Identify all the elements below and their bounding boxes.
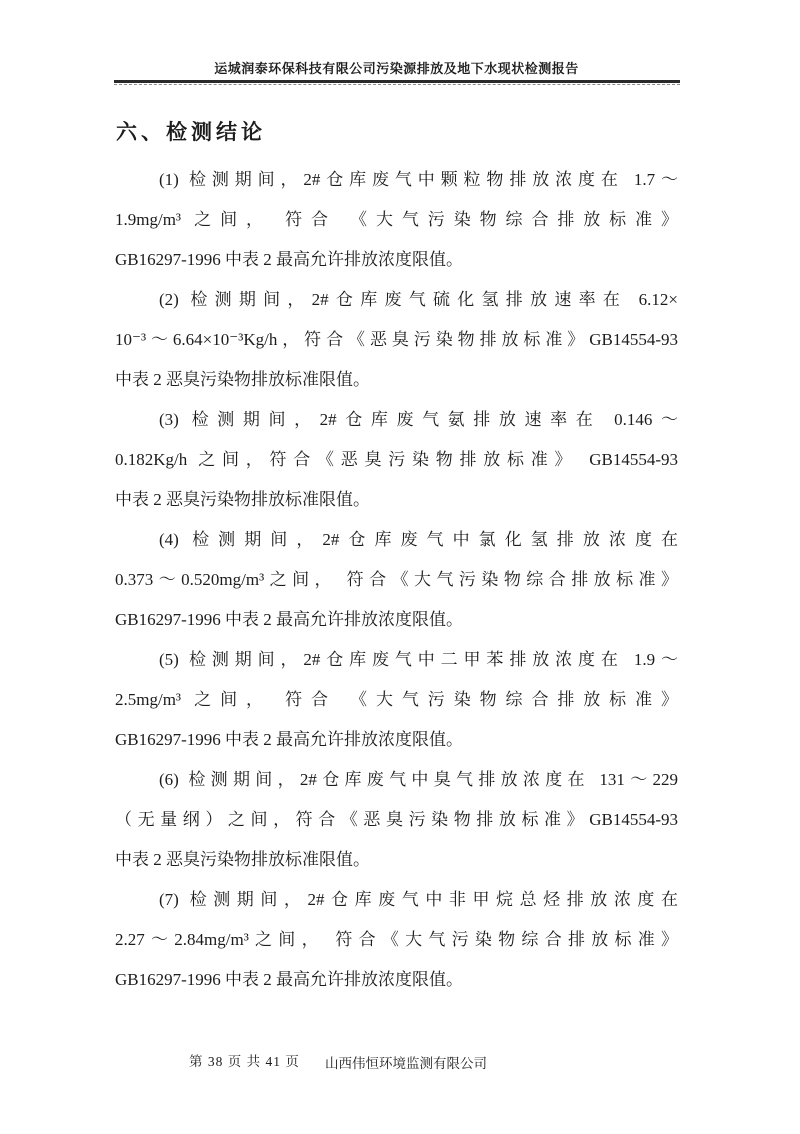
section-title: 六、检测结论 <box>116 120 266 144</box>
conclusion-paragraph <box>115 280 678 400</box>
page-number: 第 38 页 共 41 页 <box>189 1054 300 1069</box>
paragraph-line: 中表 2 恶臭污染物排放标准限值。 <box>115 850 370 869</box>
conclusion-paragraph <box>115 400 678 520</box>
paragraph-line: (1) 检测期间，2#仓库废气中颗粒物排放浓度在 1.7～ <box>159 170 678 189</box>
footer-company: 山西伟恒环境监测有限公司 <box>325 1056 487 1071</box>
paragraph-line: 0.373～0.520mg/m³之间， 符合《大气污染物综合排放标准》 <box>115 570 678 589</box>
paragraph-line: 10⁻³～6.64×10⁻³Kg/h，符合《恶臭污染物排放标准》GB14554-93 <box>115 330 678 349</box>
paragraph-line: （无量纲）之间，符合《恶臭污染物排放标准》GB14554-93 <box>115 810 678 829</box>
paragraph-line: (2) 检测期间，2#仓库废气硫化氢排放速率在 6.12× <box>159 290 678 309</box>
paragraph-line: (4) 检测期间，2#仓库废气中氯化氢排放浓度在 <box>159 530 678 549</box>
header-rule <box>114 80 680 85</box>
paragraph-line: 1.9mg/m³ 之间， 符合 《大气污染物综合排放标准》 <box>115 210 678 229</box>
conclusion-paragraph <box>115 520 678 640</box>
paragraph-line: (3) 检测期间，2#仓库废气氨排放速率在 0.146～ <box>159 410 678 429</box>
paragraph-line: 中表 2 恶臭污染物排放标准限值。 <box>115 490 370 509</box>
conclusion-paragraphs <box>115 160 678 1000</box>
paragraph-line: (7) 检测期间，2#仓库废气中非甲烷总烃排放浓度在 <box>159 890 678 909</box>
conclusion-paragraph <box>115 640 678 760</box>
conclusion-paragraph <box>115 760 678 880</box>
paragraph-line: (5) 检测期间，2#仓库废气中二甲苯排放浓度在 1.9～ <box>159 650 678 669</box>
paragraph-line: 2.5mg/m³ 之间， 符合 《大气污染物综合排放标准》 <box>115 690 678 709</box>
paragraph-line: (6) 检测期间，2#仓库废气中臭气排放浓度在 131～229 <box>159 770 678 789</box>
paragraph-line: GB16297-1996 中表 2 最高允许排放浓度限值。 <box>115 970 464 989</box>
paragraph-line: 中表 2 恶臭污染物排放标准限值。 <box>115 370 370 389</box>
paragraph-line: GB16297-1996 中表 2 最高允许排放浓度限值。 <box>115 730 464 749</box>
conclusion-paragraph <box>115 160 678 280</box>
paragraph-line: 2.27～2.84mg/m³之间， 符合《大气污染物综合排放标准》 <box>115 930 678 949</box>
paragraph-line: 0.182Kg/h 之间，符合《恶臭污染物排放标准》 GB14554-93 <box>115 450 678 469</box>
paragraph-line: GB16297-1996 中表 2 最高允许排放浓度限值。 <box>115 250 464 269</box>
header-title: 运城润泰环保科技有限公司污染源排放及地下水现状检测报告 <box>214 61 579 76</box>
page-footer <box>0 1050 800 1074</box>
conclusion-paragraph <box>115 880 678 1000</box>
paragraph-line: GB16297-1996 中表 2 最高允许排放浓度限值。 <box>115 610 464 629</box>
